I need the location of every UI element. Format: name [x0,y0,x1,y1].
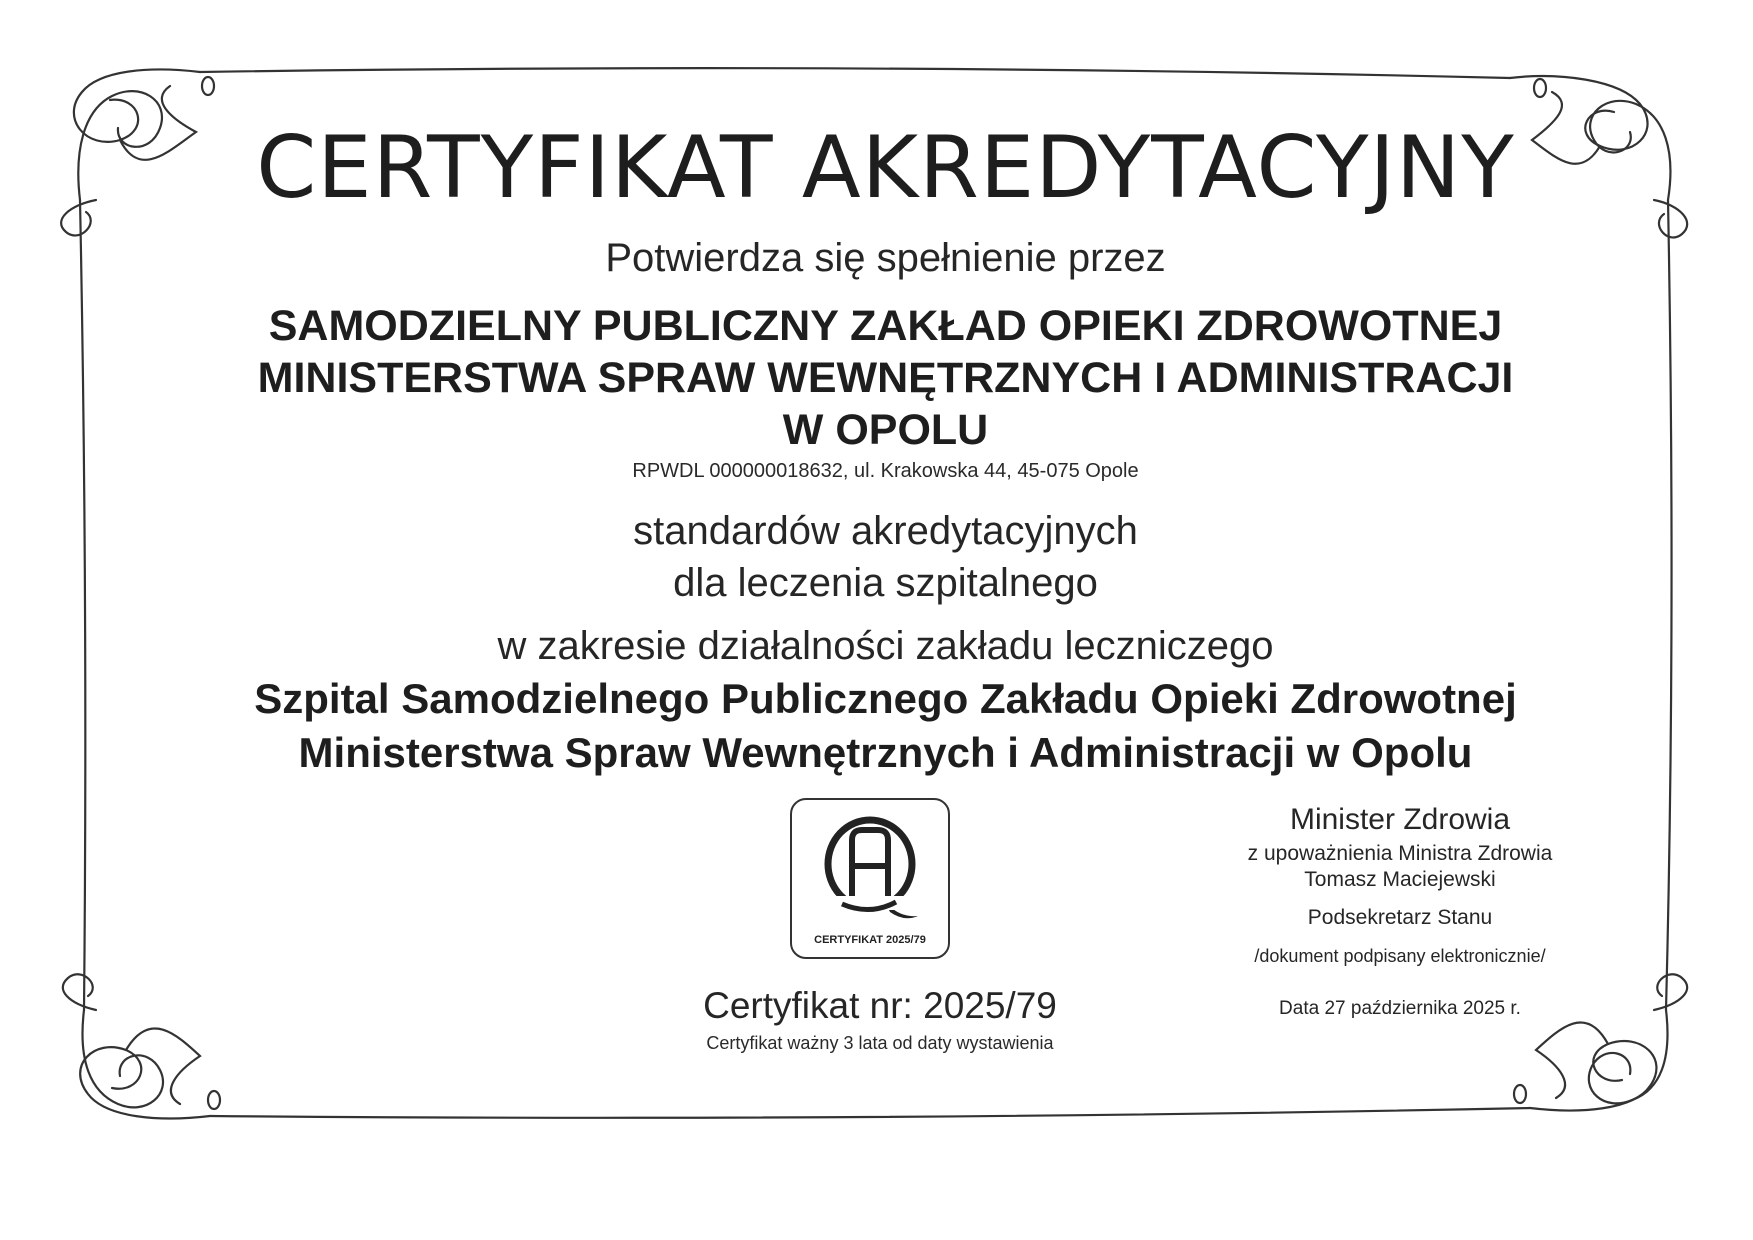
standards-line: standardów akredytacyjnych [633,509,1138,553]
organization-name [9,300,1753,456]
standards-text [9,505,1753,609]
logo-caption: CERTYFIKAT 2025/79 [814,934,926,946]
scope-intro: w zakresie działalności zakładu leczniczego [497,624,1274,668]
certificate-number: Certyfikat nr: 2025/79 [703,985,1057,1026]
signatory-position: Podsekretarz Stanu [1307,906,1493,929]
electronic-signature-note: /dokument podpisany elektronicznie/ [1254,946,1546,966]
authorization-note: z upoważnienia Ministra Zdrowia [1247,842,1553,865]
signing-authority: Minister Zdrowia [1289,803,1511,836]
issue-date: Data 27 października 2025 r. [1279,998,1521,1019]
intro-text: Potwierdza się spełnienie przez [605,236,1166,280]
organization-line: SAMODZIELNY PUBLICZNY ZAKŁAD OPIEKI ZDROWOTNEJ [268,302,1503,350]
certificate-title: CERTYFIKAT AKREDYTACYJNY [256,118,1515,218]
signatory-name: Tomasz Maciejewski [1304,868,1496,891]
registry-address: RPWDL 000000018632, ul. Krakowska 44, 45-075 Opole [632,460,1139,482]
facility-line: Szpital Samodzielnego Publicznego Zakładu Opieki Zdrowotnej [254,675,1517,722]
organization-line: W OPOLU [782,406,989,454]
standards-line: dla leczenia szpitalnego [673,561,1098,605]
accreditation-logo [790,798,950,959]
facility-line: Ministerstwa Spraw Wewnętrznych i Administracji w Opolu [298,729,1473,776]
certificate-validity: Certyfikat ważny 3 lata od daty wystawienia [706,1033,1054,1053]
facility-name [9,672,1753,780]
organization-line: MINISTERSTWA SPRAW WEWNĘTRZNYCH I ADMINISTRACJI [257,354,1514,402]
